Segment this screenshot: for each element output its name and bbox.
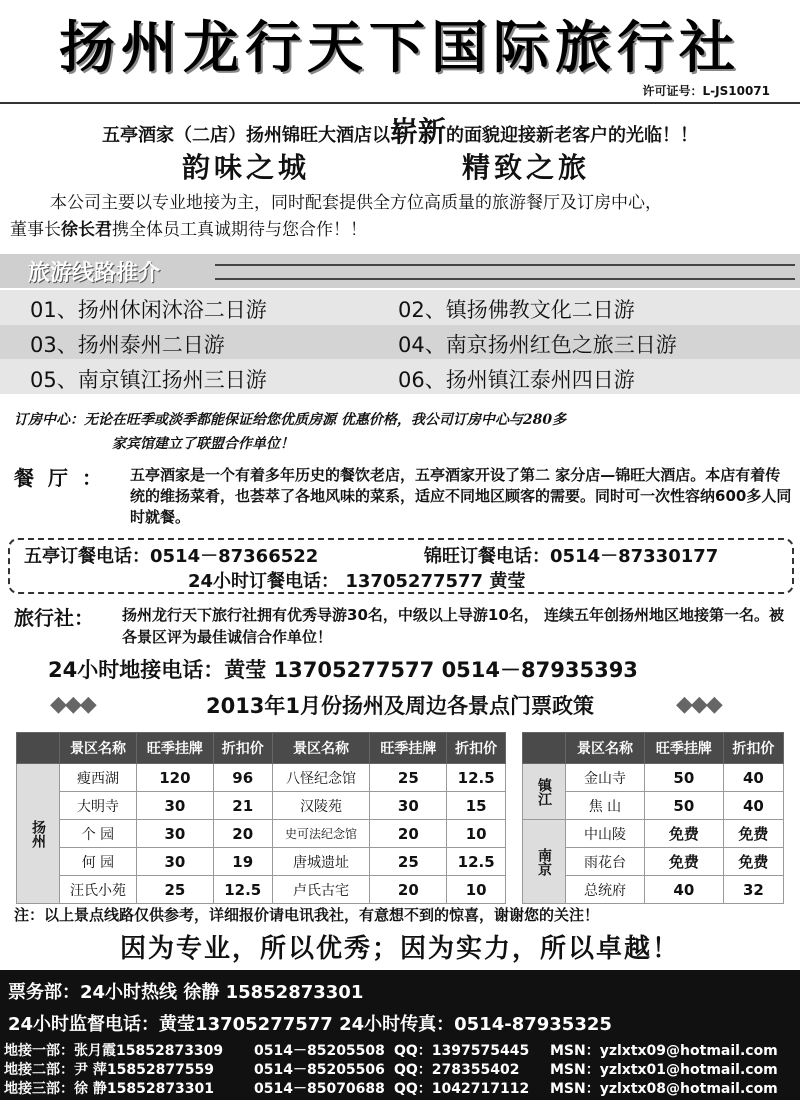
table-row [17, 792, 506, 820]
scenic-name: 史可法纪念馆 [272, 820, 370, 848]
welcome-highlight: 崭新 [389, 115, 446, 148]
dept-msn: MSN：yzlxtx09@hotmail.com [550, 1043, 778, 1059]
route-row [0, 360, 800, 394]
list-price: 免费 [644, 848, 723, 876]
dining-label: 餐厅： [14, 466, 116, 490]
dining-description: 五亭酒家是一个有着多年历史的餐饮老店，五亭酒家开设了第二 家分店—锦旺大酒店。本店有着传统的维扬菜肴，也荟萃了各地风味的菜系，适应不同地区顾客的需要。同时可一次性容纳600多人同时就餐。 [130, 466, 792, 526]
slogan-right: 精致之旅 [462, 151, 591, 184]
scenic-name: 雨花台 [566, 848, 645, 876]
disclaimer-note: 注：以上景点线路仅供参考，详细报价请电讯我社，有意想不到的惊喜，谢谢您的关注！ [14, 906, 600, 924]
discount-price: 10 [447, 820, 506, 848]
routes-header-lines [215, 264, 795, 280]
scenic-name: 唐城遗址 [272, 848, 370, 876]
list-price: 20 [370, 876, 447, 904]
scenic-name: 总统府 [566, 876, 645, 904]
discount-price: 21 [213, 792, 272, 820]
scenic-name: 金山寺 [566, 764, 645, 792]
route-item: 02、镇扬佛教文化二日游 [398, 298, 635, 322]
col-header: 旺季挂牌 [644, 733, 723, 764]
col-header: 景区名称 [566, 733, 645, 764]
agency-title: 扬州龙行天下国际旅行社 [59, 15, 741, 81]
scenic-name: 八怪纪念馆 [272, 764, 370, 792]
discount-price: 12.5 [447, 764, 506, 792]
dept-name: 地接三部：徐 静15852873301 [4, 1081, 215, 1097]
discount-price: 40 [723, 764, 783, 792]
supervise-line: 24小时监督电话：黄莹13705277577 24小时传真：0514-87935325 [8, 1014, 612, 1035]
agency-description: 扬州龙行天下旅行社拥有优秀导游30名，中级以上导游10名， 连续五年创扬州地区地接第一名。被各景区评为最佳诚信合作单位！ [122, 606, 784, 646]
scenic-name: 卢氏古宅 [272, 876, 370, 904]
col-header: 景区名称 [272, 733, 370, 764]
list-price: 30 [136, 820, 213, 848]
scenic-name: 汉陵苑 [272, 792, 370, 820]
zhenjiang-nanjing-ticket-table [522, 732, 784, 904]
scenic-name: 个 园 [60, 820, 137, 848]
welcome-text-1: 五亭酒家（二店）扬州锦旺大酒店以 [101, 125, 390, 146]
route-item: 04、南京扬州红色之旅三日游 [398, 333, 677, 357]
discount-price: 10 [447, 876, 506, 904]
region-label-zhenjiang: 镇江 [523, 764, 566, 820]
discount-price: 12.5 [213, 876, 272, 904]
route-item: 03、扬州泰州二日游 [30, 333, 225, 357]
route-item: 05、南京镇江扬州三日游 [30, 368, 267, 392]
intro-suffix: 携全体员工真诚期待与您合作！！ [112, 220, 367, 240]
ticket-dept-line: 票务部：24小时热线 徐静 15852873301 [8, 982, 364, 1003]
diamond-ornament-left: ◆◆◆ [50, 692, 95, 717]
dept-qq: QQ：1042717112 [394, 1081, 530, 1097]
list-price: 30 [370, 792, 447, 820]
route-row [0, 325, 800, 359]
contact-footer [0, 970, 800, 1100]
booking-center [14, 408, 794, 456]
col-header: 景区名称 [60, 733, 137, 764]
discount-price: 免费 [723, 820, 783, 848]
yangzhou-ticket-table [16, 732, 506, 904]
booking-line-2: 家宾馆建立了联盟合作单位！ [112, 436, 294, 452]
region-header [17, 733, 60, 764]
dept-row [4, 1078, 778, 1098]
header-divider [0, 102, 800, 104]
routes-section-title: 旅游线路推介 [28, 261, 161, 286]
table-row [17, 848, 506, 876]
dept-msn: MSN：yzlxtx01@hotmail.com [550, 1062, 778, 1078]
scenic-name: 焦 山 [566, 792, 645, 820]
dept-phone: 0514－85205506 [254, 1062, 385, 1078]
list-price: 25 [136, 876, 213, 904]
discount-price: 免费 [723, 848, 783, 876]
discount-price: 32 [723, 876, 783, 904]
dept-phone: 0514－85205508 [254, 1043, 385, 1059]
list-price: 40 [644, 876, 723, 904]
discount-price: 19 [213, 848, 272, 876]
dept-name: 地接二部：尹 萍15852877559 [4, 1062, 215, 1078]
route-row [0, 290, 800, 324]
table-row [17, 764, 506, 792]
scenic-name: 中山陵 [566, 820, 645, 848]
dept-phone: 0514－85070688 [254, 1081, 385, 1097]
scenic-name: 大明寺 [60, 792, 137, 820]
list-price: 50 [644, 764, 723, 792]
intro-line-2 [10, 217, 790, 244]
welcome-banner [0, 110, 800, 150]
discount-price: 15 [447, 792, 506, 820]
table-row [17, 820, 506, 848]
dept-qq: QQ：278355402 [394, 1062, 520, 1078]
booking-line-1: 订房中心：无论在旺季或淡季都能保证给您优质房源 优惠价格，我公司订房中心与280多 [14, 412, 567, 428]
table-row [17, 876, 506, 904]
company-intro [10, 190, 790, 244]
route-item: 01、扬州休闲沐浴二日游 [30, 298, 267, 322]
region-label-nanjing: 南京 [523, 820, 566, 904]
region-label-yangzhou: 扬州 [17, 764, 60, 904]
col-header: 折扣价 [723, 733, 783, 764]
diamond-ornament-right: ◆◆◆ [676, 692, 721, 717]
agency-label: 旅行社： [14, 606, 94, 630]
col-header: 旺季挂牌 [370, 733, 447, 764]
discount-price: 96 [213, 764, 272, 792]
region-header [523, 733, 566, 764]
dept-msn: MSN：yzlxtx08@hotmail.com [550, 1081, 778, 1097]
col-header: 折扣价 [213, 733, 272, 764]
col-header: 旺季挂牌 [136, 733, 213, 764]
company-motto: 因为专业，所以优秀；因为实力，所以卓越！ [119, 934, 680, 964]
list-price: 25 [370, 848, 447, 876]
discount-price: 40 [723, 792, 783, 820]
route-item: 06、扬州镇江泰州四日游 [398, 368, 635, 392]
list-price: 30 [136, 792, 213, 820]
intro-prefix: 董事长 [10, 220, 61, 240]
dept-qq: QQ：1397575445 [394, 1043, 530, 1059]
chairman-name: 徐长君 [61, 220, 112, 240]
table-row [523, 764, 784, 792]
dept-name: 地接一部：张月霞15852873309 [4, 1043, 224, 1059]
discount-price: 20 [213, 820, 272, 848]
list-price: 20 [370, 820, 447, 848]
list-price: 25 [370, 764, 447, 792]
slogan-left: 韵味之城 [182, 151, 311, 184]
welcome-text-2: 的面貌迎接新老客户的光临！！ [446, 125, 698, 146]
booking-phones-box [8, 538, 794, 594]
intro-line-1: 本公司主要以专业地接为主，同时配套提供全方位高质量的旅游餐厅及订房中心， [50, 193, 662, 213]
col-header: 折扣价 [447, 733, 506, 764]
list-price: 30 [136, 848, 213, 876]
ticket-policy-title: 2013年1月份扬州及周边各景点门票政策 [205, 694, 595, 718]
scenic-name: 何 园 [60, 848, 137, 876]
dining-24h-phone: 24小时订餐电话： 13705277577 黄莹 [188, 571, 526, 592]
scenic-name: 瘦西湖 [60, 764, 137, 792]
table-row [523, 820, 784, 848]
wuting-phone: 五亭订餐电话：0514－87366522 [24, 546, 319, 567]
list-price: 50 [644, 792, 723, 820]
license-number: 许可证号：L-JS10071 [642, 84, 770, 98]
list-price: 120 [136, 764, 213, 792]
discount-price: 12.5 [447, 848, 506, 876]
scenic-name: 汪氏小苑 [60, 876, 137, 904]
jinwang-phone: 锦旺订餐电话：0514－87330177 [424, 546, 719, 567]
list-price: 免费 [644, 820, 723, 848]
dept-row [4, 1040, 778, 1060]
dept-row [4, 1059, 778, 1079]
routes-list [0, 290, 800, 394]
ground-hotline: 24小时地接电话：黄莹 13705277577 0514－87935393 [48, 658, 638, 682]
